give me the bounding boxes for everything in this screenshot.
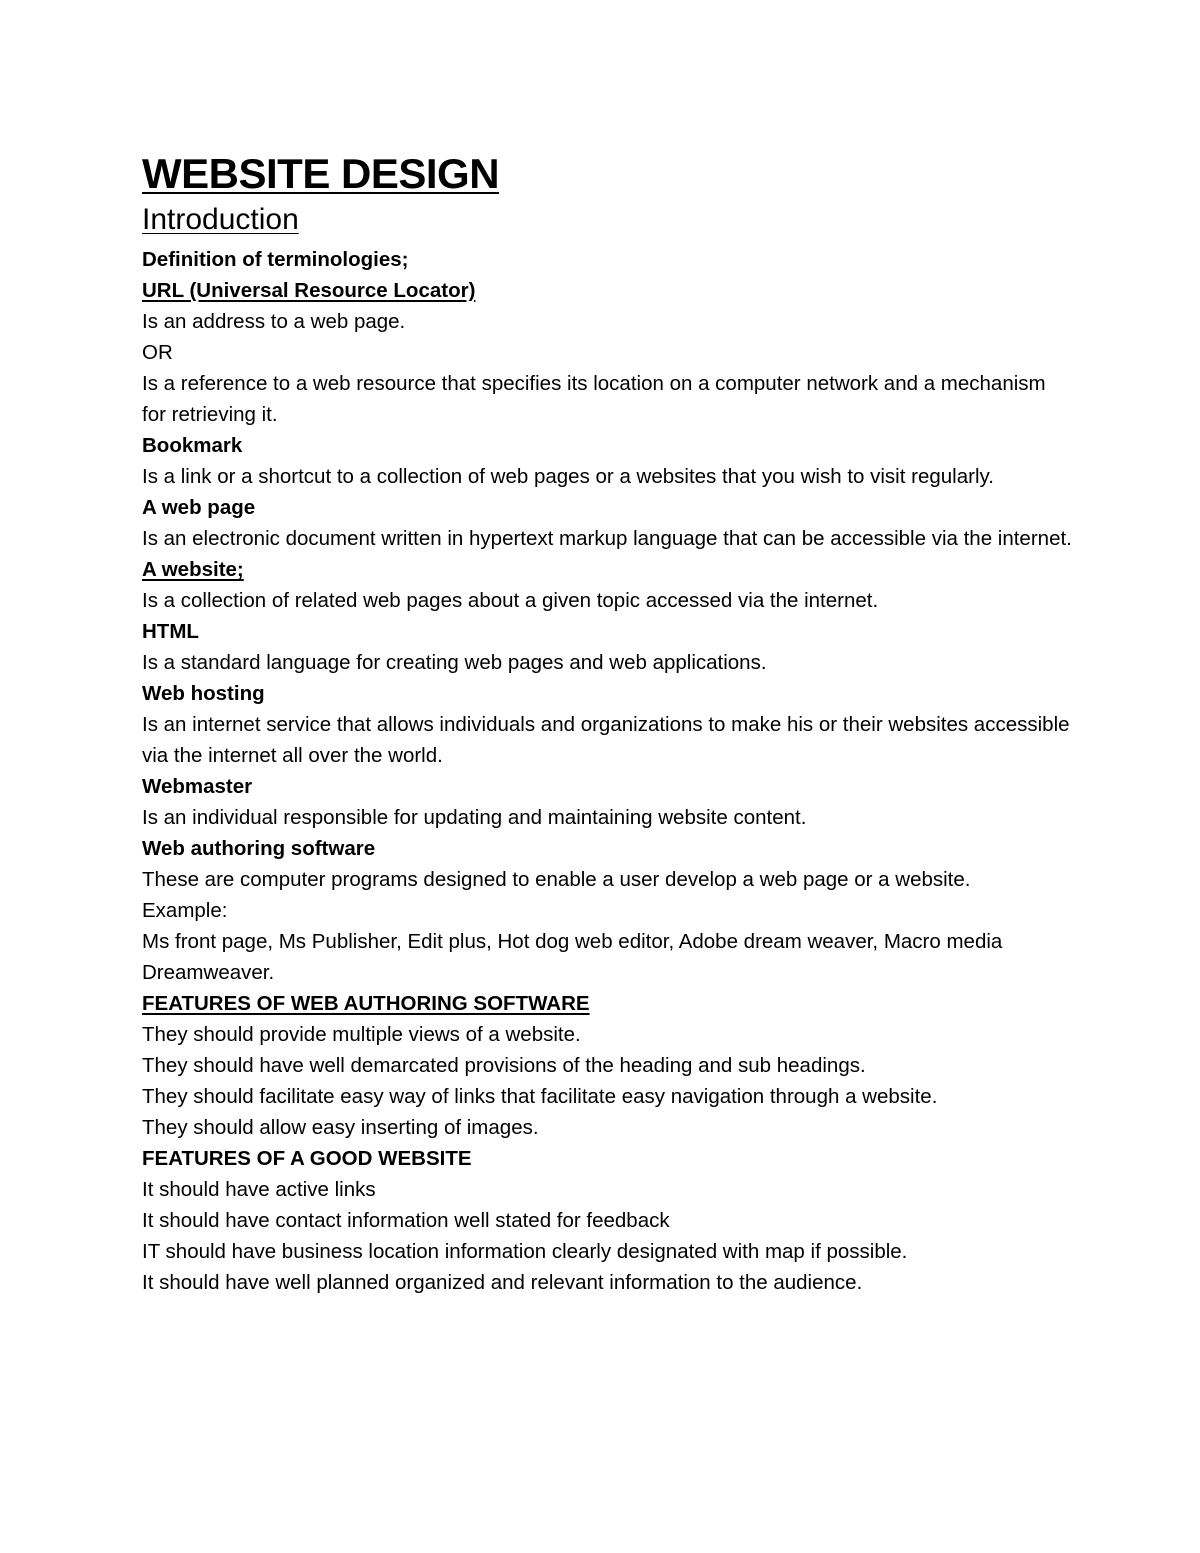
features-website-item: It should have well planned organized and relevant information to the audience. xyxy=(142,1271,863,1294)
term-webmaster: Webmaster xyxy=(142,775,253,798)
definition-html: Is a standard language for creating web pages and web applications. xyxy=(142,651,767,674)
example-label: Example: xyxy=(142,899,228,922)
document-title: WEBSITE DESIGN xyxy=(142,150,500,197)
definition-webmaster: Is an individual responsible for updating and maintaining website content. xyxy=(142,806,807,829)
features-authoring-item: They should have well demarcated provisions of the heading and sub headings. xyxy=(142,1054,866,1077)
features-authoring-heading: FEATURES OF WEB AUTHORING SOFTWARE xyxy=(142,992,590,1015)
term-bookmark: Bookmark xyxy=(142,434,243,457)
definition-url-1: Is an address to a web page. xyxy=(142,310,406,333)
or-separator: OR xyxy=(142,341,173,364)
example-list: Ms front page, Ms Publisher, Edit plus, Hot dog web editor, Adobe dream weaver, Macro media Dreamweaver. xyxy=(142,930,1003,984)
definition-web-hosting: Is an internet service that allows individuals and organizations to make his or their websites accessible via the internet all over the world. xyxy=(142,713,1070,767)
definition-web-authoring-software: These are computer programs designed to enable a user develop a web page or a website. xyxy=(142,868,971,891)
definition-url-2: Is a reference to a web resource that specifies its location on a computer network and a mechanism for retrieving it. xyxy=(142,372,1046,426)
features-authoring-item: They should facilitate easy way of links that facilitate easy navigation through a website. xyxy=(142,1085,938,1108)
term-web-hosting: Web hosting xyxy=(142,682,265,705)
features-website-item: It should have contact information well stated for feedback xyxy=(142,1209,670,1232)
features-website-item: It should have active links xyxy=(142,1178,376,1201)
definition-bookmark: Is a link or a shortcut to a collection of web pages or a websites that you wish to visit regularly. xyxy=(142,465,994,488)
document-content xyxy=(142,148,1072,1298)
features-website-heading: FEATURES OF A GOOD WEBSITE xyxy=(142,1147,472,1170)
document-subtitle: Introduction xyxy=(142,203,299,236)
term-website: A website; xyxy=(142,558,244,581)
term-web-authoring-software: Web authoring software xyxy=(142,837,376,860)
features-authoring-item: They should provide multiple views of a website. xyxy=(142,1023,581,1046)
term-url: URL (Universal Resource Locator) xyxy=(142,279,476,302)
term-web-page: A web page xyxy=(142,496,256,519)
term-html: HTML xyxy=(142,620,199,643)
features-website-item: IT should have business location information clearly designated with map if possible. xyxy=(142,1240,908,1263)
definition-website: Is a collection of related web pages about a given topic accessed via the internet. xyxy=(142,589,879,612)
definitions-heading: Definition of terminologies; xyxy=(142,248,409,271)
definition-web-page: Is an electronic document written in hypertext markup language that can be accessible via the internet. xyxy=(142,527,1072,550)
features-authoring-item: They should allow easy inserting of images. xyxy=(142,1116,539,1139)
